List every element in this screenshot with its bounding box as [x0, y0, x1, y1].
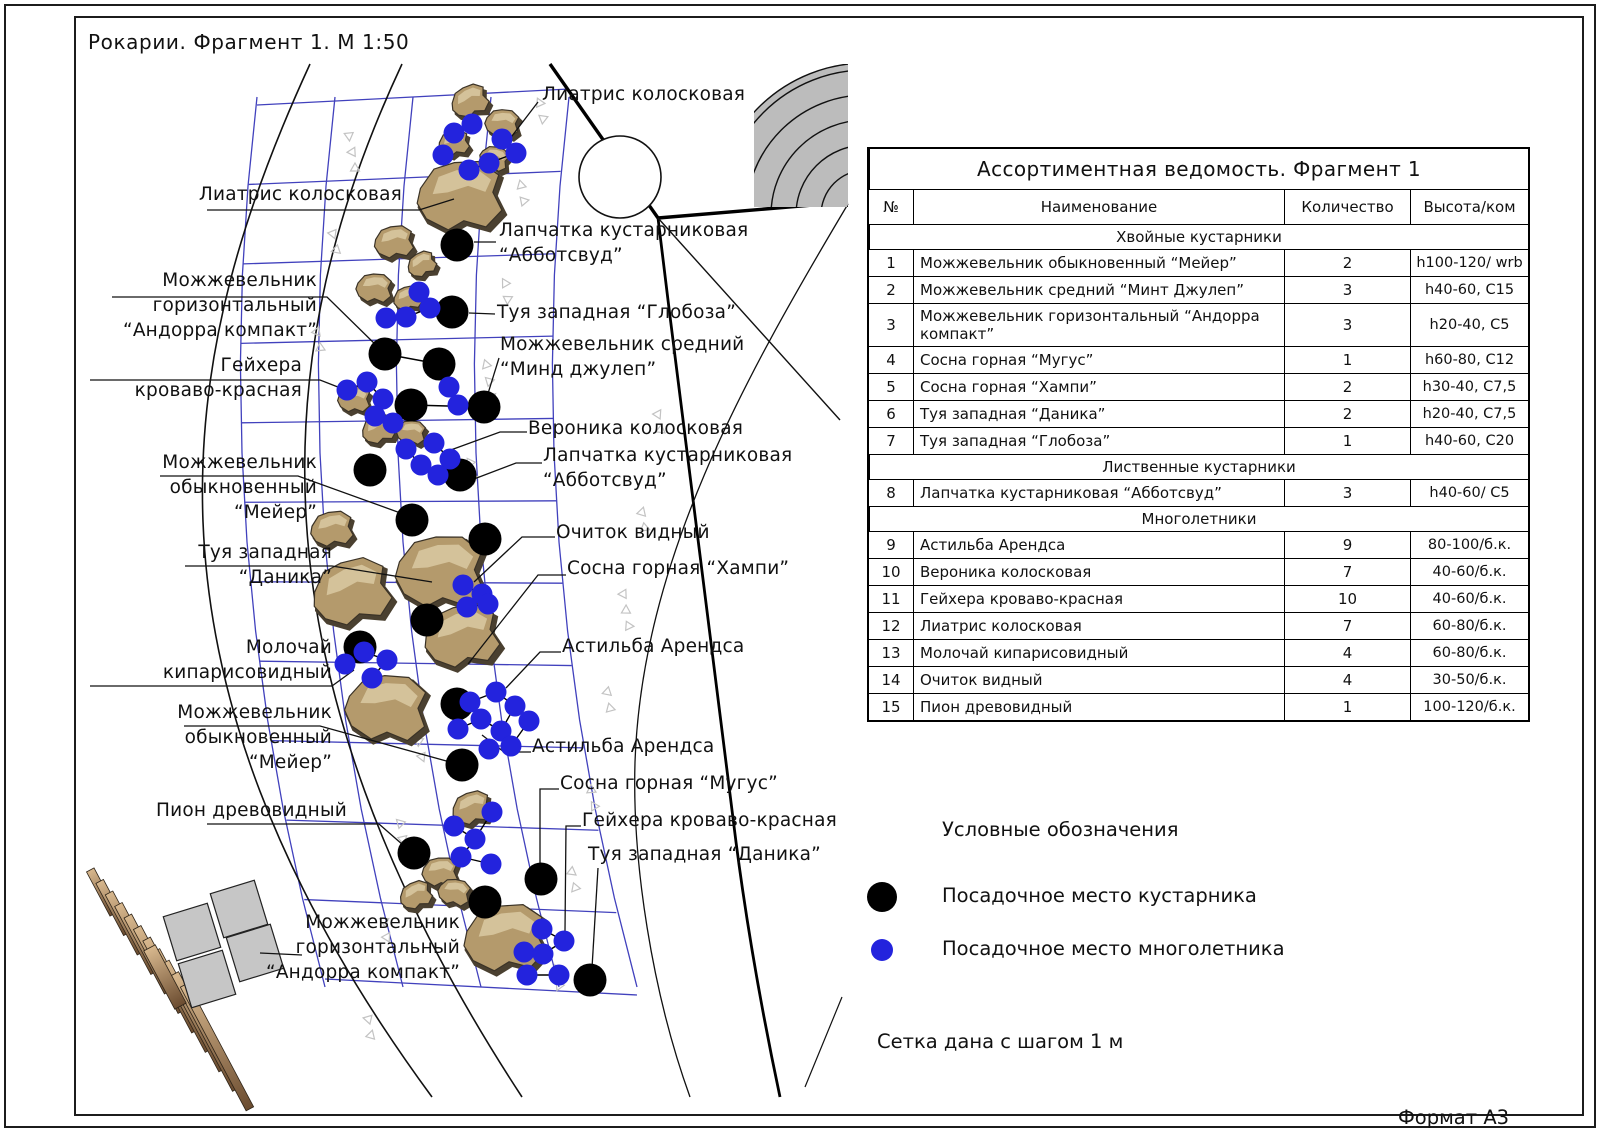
row-num: 5 — [869, 373, 913, 400]
section-header: Многолетники — [869, 506, 1528, 531]
row-num: 14 — [869, 666, 913, 693]
perennial-planting-spot — [428, 465, 449, 486]
texture-triangle — [393, 816, 405, 828]
boundary-line-thin — [805, 997, 842, 1087]
perennial-planting-spot — [481, 854, 502, 875]
plan-label-r-astilba1 — [562, 634, 744, 659]
plan-label-l-mozh-ob2 — [177, 700, 332, 775]
shrub-planting-spot — [423, 348, 456, 381]
perennial-planting-spot — [362, 668, 383, 689]
plant-height: 40-60/б.к. — [1410, 585, 1528, 612]
shrub-planting-spot — [398, 837, 431, 870]
perennial-planting-spot — [451, 847, 472, 868]
plant-name: Можжевельник обыкновенный “Мейер” — [913, 249, 1284, 276]
plan-label-line: Лапчатка кустарниковая — [499, 220, 749, 241]
plant-qty: 4 — [1284, 666, 1410, 693]
row-num: 10 — [869, 558, 913, 585]
texture-triangle — [351, 163, 360, 171]
plant-name: Молочай кипарисовидный — [913, 639, 1284, 666]
shrub-planting-spot — [574, 964, 607, 997]
plant-name: Лиатрис колосковая — [913, 612, 1284, 639]
plan-label-line: кипарисовидный — [162, 662, 332, 683]
perennial-planting-spot — [354, 642, 375, 663]
assortment-table — [867, 147, 1530, 722]
shrub-planting-spot — [469, 523, 502, 556]
callout-line — [565, 826, 581, 931]
legend-item-label-shrub: Посадочное место кустарника — [942, 884, 1257, 907]
plan-label-line: кроваво-красная — [134, 380, 302, 401]
plant-name: Астильба Арендса — [913, 531, 1284, 558]
perennial-planting-spot — [533, 944, 554, 965]
row-num: 4 — [869, 346, 913, 373]
plant-name: Вероника колосковая — [913, 558, 1284, 585]
perennial-planting-spot — [465, 829, 486, 850]
shrub-planting-spot — [354, 454, 387, 487]
plan-label-line: Можжевельник — [305, 912, 460, 933]
texture-triangle — [601, 687, 611, 698]
plan-label-line: “Андорра компакт” — [123, 320, 317, 341]
plan-label-l-liatris — [199, 182, 402, 207]
plant-qty: 7 — [1284, 558, 1410, 585]
plan-label-r-sosna-hampi — [567, 556, 789, 581]
plant-height: 40-60/б.к. — [1410, 558, 1528, 585]
plan-label-l-pion — [156, 798, 347, 823]
perennial-planting-spot — [514, 942, 535, 963]
plant-height: 80-100/б.к. — [1410, 531, 1528, 558]
perennial-planting-spot — [383, 413, 404, 434]
perennial-planting-spot — [479, 739, 500, 760]
plan-label-line: “Андорра компакт” — [266, 962, 460, 983]
plant-name: Очиток видный — [913, 666, 1284, 693]
texture-triangle — [618, 589, 626, 598]
plan-label-line: Вероника колосковая — [528, 418, 744, 439]
plan-label-line: Пион древовидный — [155, 800, 347, 821]
circle-feature — [579, 136, 661, 218]
perennial-planting-spot — [337, 380, 358, 401]
perennial-planting-spot — [448, 395, 469, 416]
section-header: Хвойные кустарники — [869, 224, 1528, 249]
plant-qty: 1 — [1284, 346, 1410, 373]
perennial-planting-spot — [506, 143, 527, 164]
texture-triangle — [538, 115, 548, 124]
perennial-marker-icon — [871, 939, 893, 961]
plan-label-r-veronika — [528, 416, 743, 441]
plant-height: h20-40, C7,5 — [1410, 400, 1528, 427]
row-num: 7 — [869, 427, 913, 454]
perennial-planting-spot — [517, 965, 538, 986]
drawing-frame — [74, 16, 1584, 1116]
column-header: Количество — [1284, 189, 1410, 224]
texture-triangle — [520, 196, 530, 206]
perennial-planting-spot — [424, 433, 445, 454]
plan-label-r-liatris — [542, 82, 745, 107]
texture-triangle — [344, 133, 354, 142]
plant-name: Можжевельник горизонтальный “Андорра компакт” — [913, 303, 1284, 346]
shrub-planting-spot — [441, 229, 474, 262]
callout-line — [592, 868, 598, 968]
perennial-planting-spot — [444, 816, 465, 837]
plan-label-l-tuya-danika — [198, 540, 332, 590]
perennial-planting-spot — [486, 682, 507, 703]
plan-label-line: “Даника” — [238, 567, 332, 588]
plan-label-l-mozh-gor2 — [266, 910, 460, 985]
texture-triangle — [366, 1029, 377, 1039]
perennial-planting-spot — [448, 719, 469, 740]
texture-triangle — [362, 1013, 372, 1024]
perennial-planting-spot — [460, 692, 481, 713]
perennial-planting-spot — [459, 160, 480, 181]
perennial-planting-spot — [396, 307, 417, 328]
perennial-planting-spot — [357, 372, 378, 393]
plant-qty: 1 — [1284, 427, 1410, 454]
shrub-planting-spot — [446, 749, 479, 782]
row-num: 8 — [869, 479, 913, 506]
perennial-planting-spot — [420, 298, 441, 319]
plan-label-line: Астильба Арендса — [532, 736, 715, 757]
callout-line — [469, 313, 495, 314]
perennial-planting-spot — [462, 114, 483, 135]
plant-name: Лапчатка кустарниковая “Абботсвуд” — [913, 479, 1284, 506]
plan-label-line: Сосна горная “Хампи” — [567, 558, 790, 579]
plant-height: h30-40, C7,5 — [1410, 373, 1528, 400]
shrub-planting-spot — [525, 863, 558, 896]
perennial-planting-spot — [554, 931, 575, 952]
texture-triangle — [637, 506, 648, 516]
plan-label-line: Туя западная “Даника” — [588, 844, 821, 865]
plant-qty: 1 — [1284, 693, 1410, 720]
plan-label-line: Лапчатка кустарниковая — [543, 445, 793, 466]
plant-name: Сосна горная “Мугус” — [913, 346, 1284, 373]
texture-triangle — [567, 867, 579, 879]
plant-qty: 3 — [1284, 303, 1410, 346]
plan-label-line: “Минд джулеп” — [500, 359, 657, 380]
format-label: Формат А3 — [1398, 1106, 1510, 1129]
plant-name: Туя западная “Глобоза” — [913, 427, 1284, 454]
shrub-planting-spot — [469, 886, 502, 919]
plant-qty: 3 — [1284, 479, 1410, 506]
plan-label-line: Можжевельник — [162, 270, 317, 291]
perennial-planting-spot — [501, 736, 522, 757]
perennial-planting-spot — [444, 123, 465, 144]
plant-qty: 10 — [1284, 585, 1410, 612]
plant-name: Пион древовидный — [913, 693, 1284, 720]
perennial-planting-spot — [532, 919, 553, 940]
shrub-planting-spot — [436, 296, 469, 329]
plant-qty: 2 — [1284, 249, 1410, 276]
shrub-planting-spot — [396, 504, 429, 537]
perennial-planting-spot — [396, 439, 417, 460]
plant-qty: 2 — [1284, 400, 1410, 427]
texture-triangle — [499, 276, 511, 287]
plant-height: 30-50/б.к. — [1410, 666, 1528, 693]
plan-label-line: Гейхера — [220, 355, 302, 376]
plan-label-r-lapchatka2 — [543, 443, 792, 493]
legend-item-label-perennial: Посадочное место многолетника — [942, 937, 1285, 960]
plant-height: h60-80, C12 — [1410, 346, 1528, 373]
plant-height: 100-120/б.к. — [1410, 693, 1528, 720]
plant-height: 60-80/б.к. — [1410, 612, 1528, 639]
perennial-planting-spot — [433, 145, 454, 166]
plant-height: h100-120/ wrb — [1410, 249, 1528, 276]
grid-note: Сетка дана с шагом 1 м — [877, 1030, 1124, 1053]
plan-label-line: Очиток видный — [556, 522, 710, 543]
shrub-planting-spot — [411, 604, 444, 637]
section-header: Лиственные кустарники — [869, 454, 1528, 479]
table-title: Ассортиментная ведомость. Фрагмент 1 — [869, 149, 1528, 189]
texture-triangle — [568, 883, 580, 895]
perennial-planting-spot — [549, 965, 570, 986]
plan-label-line: Можжевельник — [162, 452, 317, 473]
plan-label-line: обыкновенный — [169, 477, 317, 498]
column-header: № — [869, 189, 913, 224]
texture-triangle — [604, 702, 615, 712]
perennial-planting-spot — [453, 575, 474, 596]
row-num: 2 — [869, 276, 913, 303]
perennial-planting-spot — [482, 802, 503, 823]
plan-label-line: Молочай — [245, 637, 332, 658]
plant-height: h40-60, C20 — [1410, 427, 1528, 454]
texture-triangle — [626, 621, 635, 631]
plan-label-line: Гейхера кроваво-красная — [582, 810, 837, 831]
plant-qty: 9 — [1284, 531, 1410, 558]
plan-label-l-mozh-ob1 — [162, 450, 317, 525]
plan-label-r-lapchatka1 — [499, 218, 748, 268]
shrub-marker-icon — [867, 882, 897, 912]
plan-label-r-sosna-mugus — [560, 771, 778, 796]
plan-label-line: обыкновенный — [184, 727, 332, 748]
plan-label-line: “Абботсвуд” — [543, 470, 667, 491]
plant-height: h20-40, C5 — [1410, 303, 1528, 346]
column-header: Наименование — [913, 189, 1284, 224]
plan-label-line: Можжевельник средний — [500, 334, 745, 355]
plant-height: h40-60, C15 — [1410, 276, 1528, 303]
column-header: Высота/ком — [1410, 189, 1528, 224]
row-num: 15 — [869, 693, 913, 720]
plan-label-line: Сосна горная “Мугус” — [560, 773, 778, 794]
plan-label-line: горизонтальный — [152, 295, 317, 316]
perennial-planting-spot — [457, 597, 478, 618]
row-num: 13 — [869, 639, 913, 666]
row-num: 1 — [869, 249, 913, 276]
plan-label-r-tuya-danika2 — [588, 842, 821, 867]
texture-triangle — [479, 360, 491, 372]
plan-label-r-mozh-sred — [500, 332, 744, 382]
callout-line — [474, 463, 542, 479]
perennial-planting-spot — [335, 654, 356, 675]
plan-label-line: Лиатрис колосковая — [198, 184, 402, 205]
texture-triangle — [621, 605, 630, 613]
plant-name: Гейхера кроваво-красная — [913, 585, 1284, 612]
perennial-planting-spot — [377, 650, 398, 671]
plan-label-l-geykhera — [135, 353, 302, 403]
legend-title: Условные обозначения — [942, 818, 1179, 841]
plant-qty: 3 — [1284, 276, 1410, 303]
plan-label-line: горизонтальный — [295, 937, 460, 958]
plan-label-line: Можжевельник — [177, 702, 332, 723]
perennial-planting-spot — [519, 711, 540, 732]
row-num: 11 — [869, 585, 913, 612]
plan-label-line: “Абботсвуд” — [499, 245, 623, 266]
plan-label-line: Туя западная “Глобоза” — [497, 302, 736, 323]
callout-line — [448, 432, 527, 451]
perennial-planting-spot — [376, 308, 397, 329]
row-num: 3 — [869, 303, 913, 346]
plant-qty: 2 — [1284, 373, 1410, 400]
plan-label-line: Лиатрис колосковая — [542, 84, 746, 105]
plan-label-r-geykhera2 — [582, 808, 837, 833]
shrub-planting-spot — [468, 391, 501, 424]
plant-qty: 4 — [1284, 639, 1410, 666]
plant-name: Туя западная “Даника” — [913, 400, 1284, 427]
plan-label-l-mozh-gor — [123, 268, 317, 343]
row-num: 9 — [869, 531, 913, 558]
plan-label-r-tuya-globoza — [497, 300, 736, 325]
callout-line — [207, 824, 403, 845]
plant-height: 60-80/б.к. — [1410, 639, 1528, 666]
plan-label-l-molochay — [163, 635, 332, 685]
plant-name: Сосна горная “Хампи” — [913, 373, 1284, 400]
row-num: 6 — [869, 400, 913, 427]
texture-triangle — [347, 147, 355, 156]
perennial-planting-spot — [478, 594, 499, 615]
shrub-planting-spot — [369, 338, 402, 371]
plant-qty: 7 — [1284, 612, 1410, 639]
plan-label-line: “Мейер” — [233, 502, 317, 523]
plan-label-r-ochitok — [556, 520, 710, 545]
plan-label-line: Туя западная — [198, 542, 332, 563]
plan-label-r-astilba2 — [532, 734, 714, 759]
perennial-planting-spot — [479, 153, 500, 174]
callout-line — [506, 652, 561, 688]
plant-name: Можжевельник средний “Минт Джулеп” — [913, 276, 1284, 303]
perennial-planting-spot — [439, 377, 460, 398]
plant-height: h40-60/ C5 — [1410, 479, 1528, 506]
texture-triangle — [515, 179, 526, 189]
page-title: Рокарии. Фрагмент 1. М 1:50 — [88, 30, 410, 54]
row-num: 12 — [869, 612, 913, 639]
paving-slab — [163, 903, 220, 960]
plan-label-line: Астильба Арендса — [562, 636, 745, 657]
perennial-planting-spot — [365, 406, 386, 427]
plan-label-line: “Мейер” — [248, 752, 332, 773]
